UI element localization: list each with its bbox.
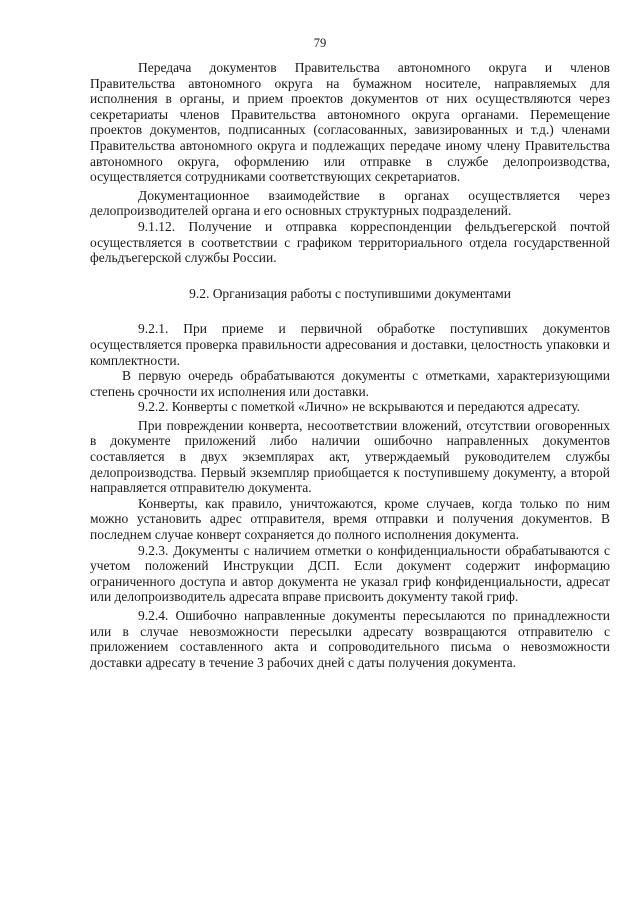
paragraph-document-transfer: Передача документов Правительства автономного округа и членов Правительства автономного округа на бумажном носителе, направляемых для исполнения в органы, и прием проектов документов от них осуществляются через секретариаты членов Правительства автономного округа органами. Перемещение проектов документов, подписанных (согласованных, завизированных и т.д.) членами Правительства автономного округа и подлежащих передаче иному члену Правительства автономного округа, оформлению или отправке в службе делопроизводства, осуществляется сотрудниками соответствующих секретариатов. xyxy=(90,60,610,185)
document-body xyxy=(90,60,610,670)
paragraph-envelopes: Конверты, как правило, уничтожаются, кроме случаев, когда только по ним можно установить адрес отправителя, время отправки и получения документов. В последнем случае конверт сохраняется до полного исполнения документа. xyxy=(90,495,610,543)
paragraph-document-interaction: Документационное взаимодействие в органах осуществляется через делопроизводителей органа и его основных структурных подразделений. xyxy=(90,187,610,219)
paragraph-9-1-12: 9.1.12. Получение и отправка корреспонденции фельдъегерской почтой осуществляется в соответствии с графиком территориального отдела государственной фельдъегерской службы России. xyxy=(90,218,610,266)
section-heading: 9.2. Организация работы с поступившими документами xyxy=(189,285,511,301)
paragraph-9-2-2: 9.2.2. Конверты с пометкой «Лично» не вскрываются и передаются адресату. xyxy=(138,399,581,415)
paragraph-9-2-4: 9.2.4. Ошибочно направленные документы пересылаются по принадлежности или в случае невозможности пересылки адресату возвращаются отправителю с приложением составленного акта и сопроводительного письма о невозможности доставки адресату в течение 3 рабочих дней с даты получения документа. xyxy=(90,608,610,670)
page-number: 79 xyxy=(313,36,327,50)
paragraph-priority: В первую очередь обрабатываются документы с отметками, характеризующими степень срочности их исполнения или доставки. xyxy=(90,368,610,399)
paragraph-damaged-envelope: При повреждении конверта, несоответствии вложений, отсутствии оговоренных в документе приложений либо наличии ошибочно направленных документов составляется в двух экземплярах акт, утверждаемый руководителем службы делопроизводства. Первый экземпляр приобщается к поступившему документу, а второй направляется отправителю документа. xyxy=(90,417,610,496)
paragraph-9-2-3: 9.2.3. Документы с наличием отметки о конфиденциальности обрабатываются с учетом положений Инструкции ДСП. Если документ содержит информацию ограниченного доступа и автор документа не указал гриф конфиденциальности, адресат или делопроизводитель адресата вправе присвоить документу такой гриф. xyxy=(90,542,610,605)
paragraph-9-2-1: 9.2.1. При приеме и первичной обработке поступивших документов осуществляется проверка правильности адресования и доставки, целостность упаковки и комплектности. xyxy=(90,321,610,368)
